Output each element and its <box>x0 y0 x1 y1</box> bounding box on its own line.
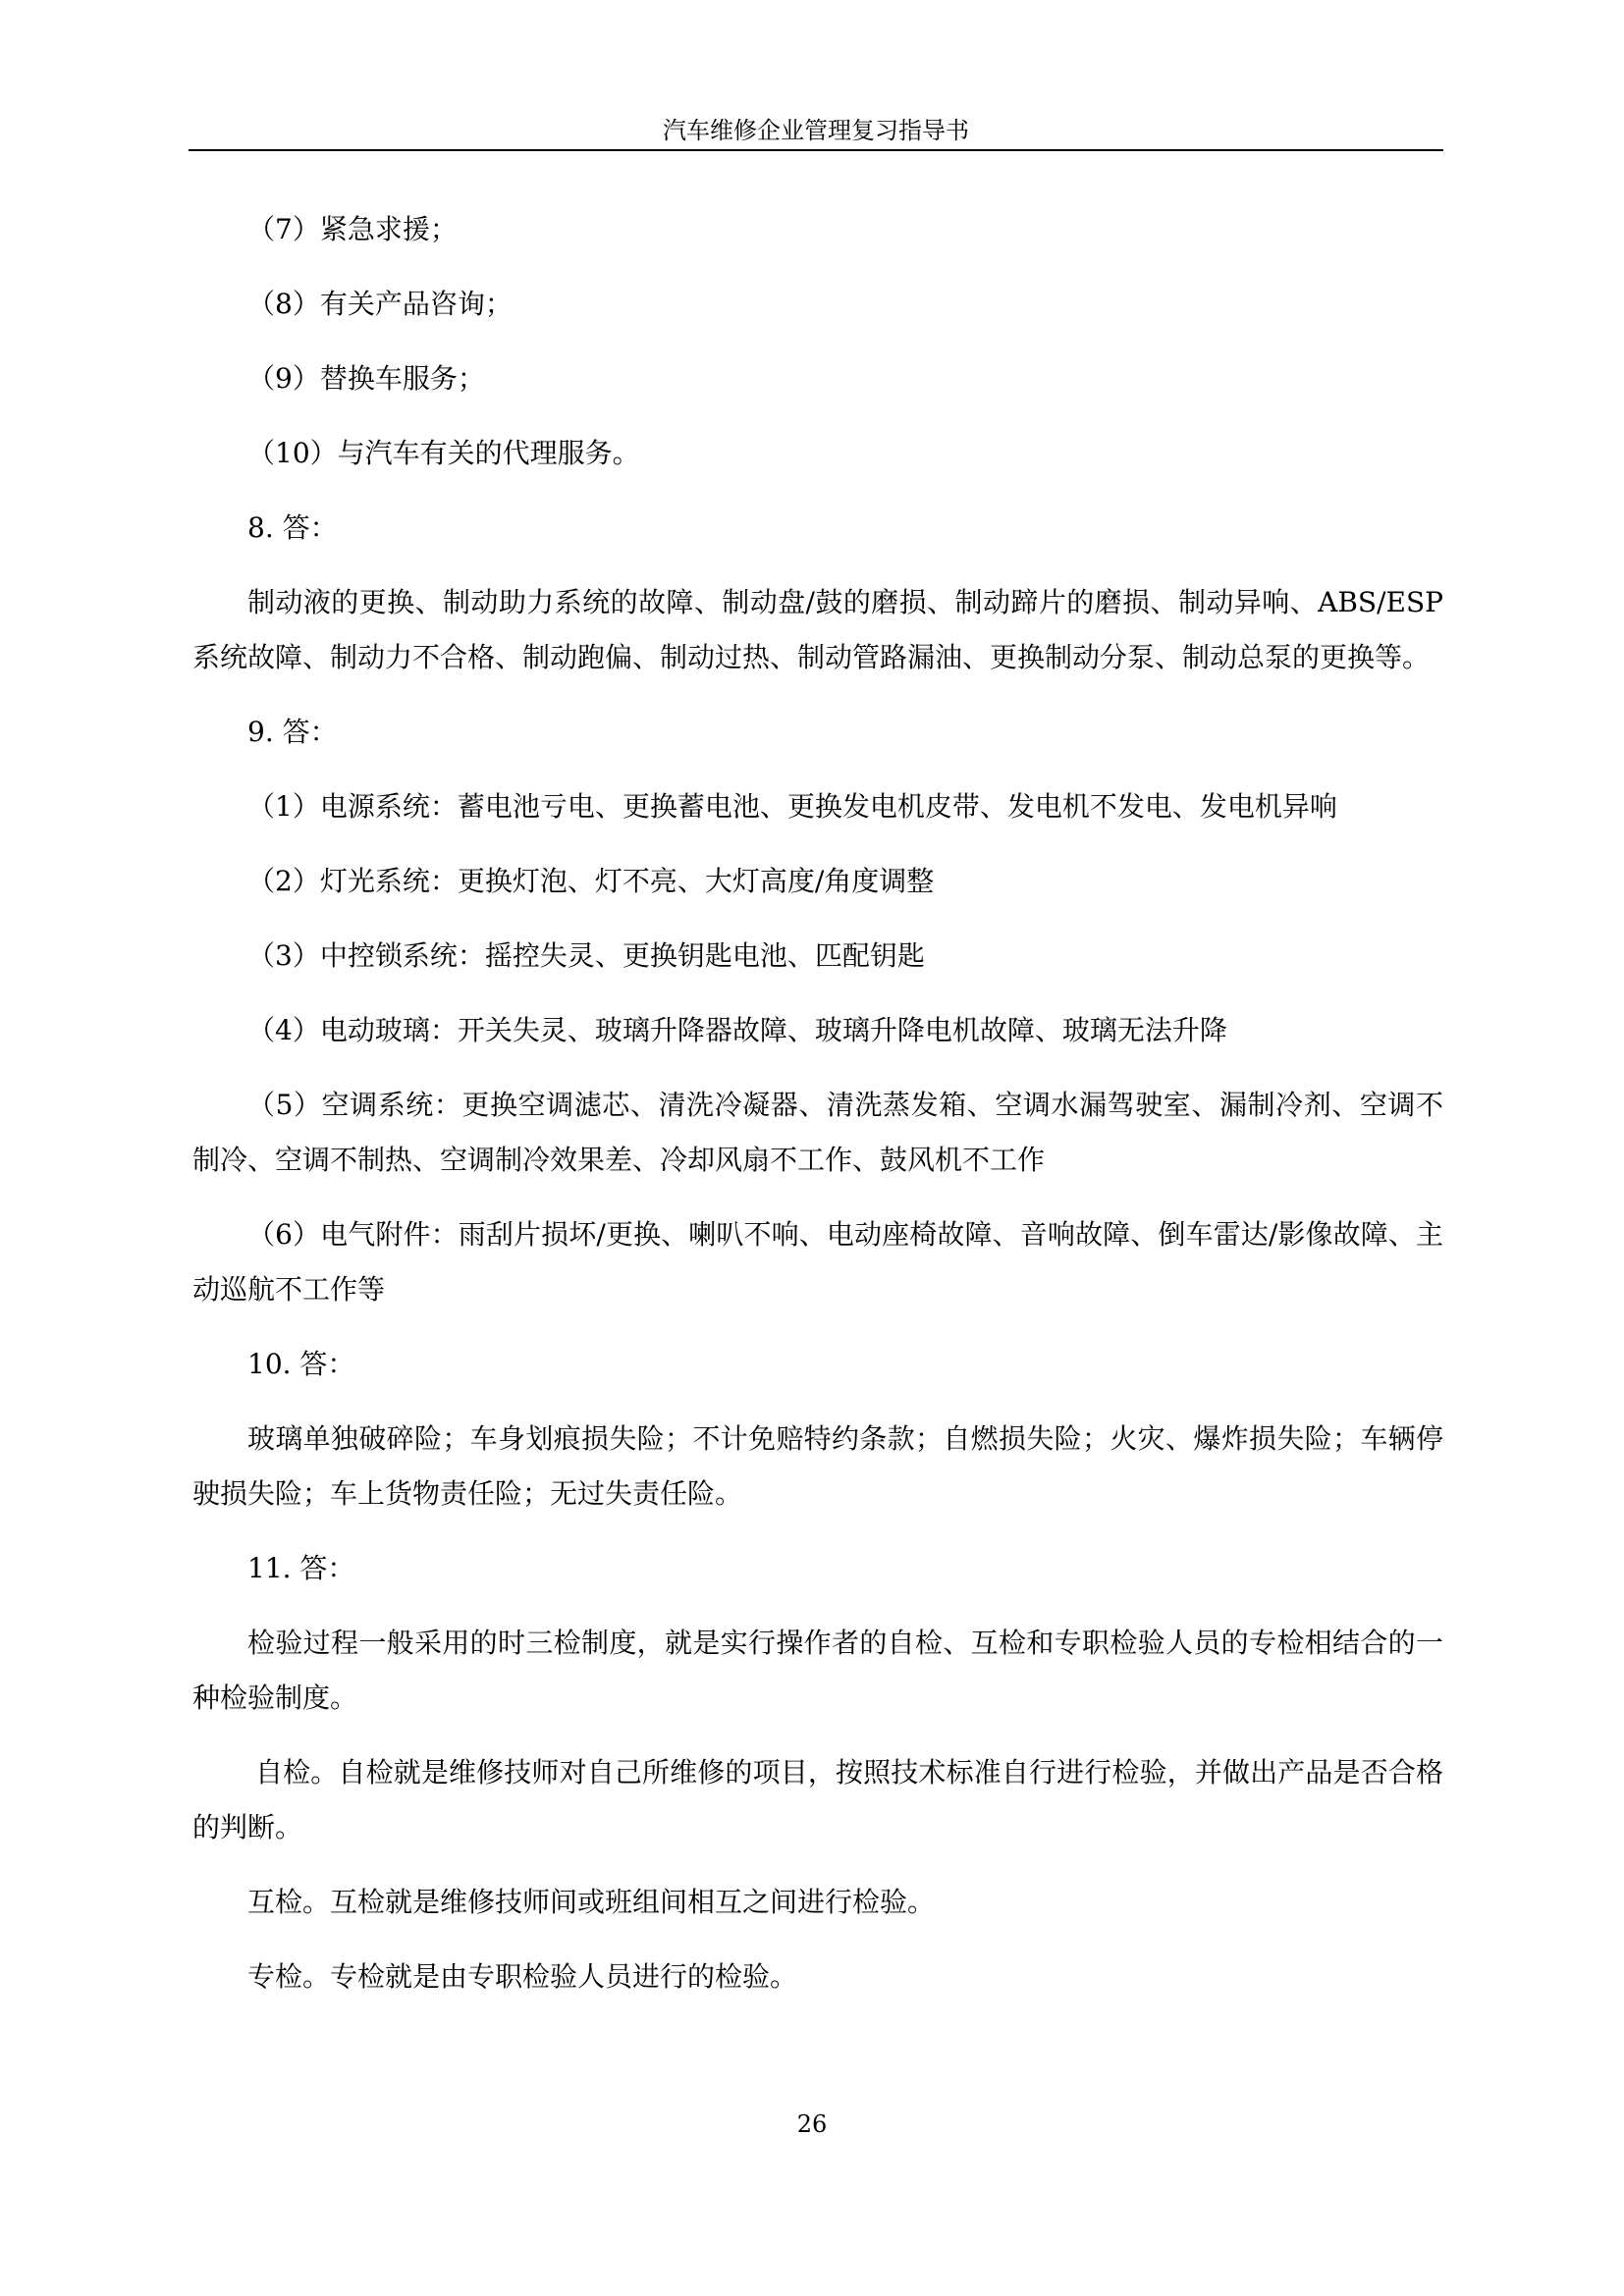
answer-heading: 11. 答： <box>247 1552 355 1584</box>
answer-paragraph: 自检。自检就是维修技师对自己所维修的项目，按照技术标准自行进行检验，并做出产品是否合格的判断。 <box>192 1756 1443 1843</box>
answer-paragraph: 玻璃单独破碎险；车身划痕损失险；不计免赔特约条款；自燃损失险；火灾、爆炸损失险；车辆停驶损失险；车上货物责任险；无过失责任险。 <box>192 1422 1443 1510</box>
list-item: （9）替换车服务； <box>247 362 485 395</box>
list-item: （8）有关产品咨询； <box>247 288 513 320</box>
list-item: （3）中控锁系统：摇控失灵、更换钥匙电池、匹配钥匙 <box>247 939 925 972</box>
list-item: （5）空调系统：更换空调滤芯、清洗冷凝器、清洗蒸发箱、空调水漏驾驶室、漏制冷剂、空调不制冷、空调不制热、空调制冷效果差、冷却风扇不工作、鼓风机不工作 <box>192 1089 1443 1176</box>
answer-heading: 9. 答： <box>247 716 338 748</box>
page-number: 26 <box>796 2110 828 2138</box>
list-item: （10）与汽车有关的代理服务。 <box>247 437 640 469</box>
list-item: （6）电气附件：雨刮片损坏/更换、喇叭不响、电动座椅故障、音响故障、倒车雷达/影像故障、主动巡航不工作等 <box>192 1218 1443 1306</box>
header-divider <box>189 149 1443 151</box>
list-item: （1）电源系统：蓄电池亏电、更换蓄电池、更换发电机皮带、发电机不发电、发电机异响 <box>247 790 1337 823</box>
answer-paragraph: 互检。互检就是维修技师间或班组间相互之间进行检验。 <box>247 1886 936 1918</box>
page-body <box>192 202 1443 2024</box>
answer-paragraph: 检验过程一般采用的时三检制度，就是实行操作者的自检、互检和专职检验人员的专检相结合的一种检验制度。 <box>192 1627 1443 1714</box>
answer-paragraph: 制动液的更换、制动助力系统的故障、制动盘/鼓的磨损、制动蹄片的磨损、制动异响、ABS/ESP系统故障、制动力不合格、制动跑偏、制动过热、制动管路漏油、更换制动分泵、制动总泵的更换等。 <box>192 586 1443 673</box>
list-item: （2）灯光系统：更换灯泡、灯不亮、大灯高度/角度调整 <box>247 865 935 897</box>
list-item: （7）紧急求援； <box>247 213 458 245</box>
running-header: 汽车维修企业管理复习指导书 <box>663 117 969 144</box>
answer-paragraph: 专检。专检就是由专职检验人员进行的检验。 <box>247 1960 798 1993</box>
list-item: （4）电动玻璃：开关失灵、玻璃升降器故障、玻璃升降电机故障、玻璃无法升降 <box>247 1014 1227 1046</box>
answer-heading: 8. 答： <box>247 511 338 544</box>
answer-heading: 10. 答： <box>247 1348 355 1380</box>
